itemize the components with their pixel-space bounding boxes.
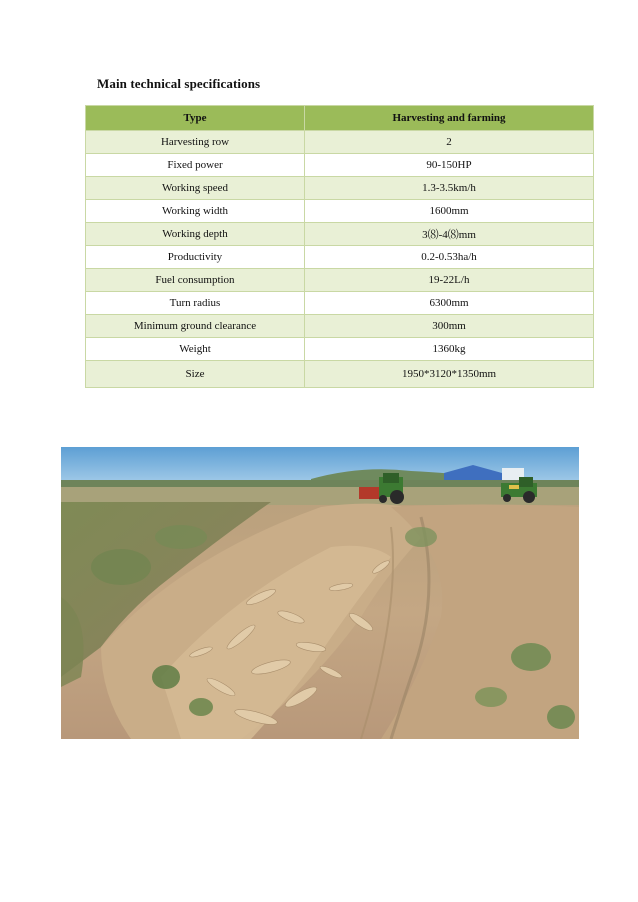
specifications-table <box>85 105 594 388</box>
row-value: 90-150HP <box>305 154 594 177</box>
table-row <box>86 131 594 154</box>
row-value: 0.2-0.53ha/h <box>305 246 594 269</box>
row-label: Weight <box>86 338 305 361</box>
row-label: Fuel consumption <box>86 269 305 292</box>
row-value: 1.3-3.5km/h <box>305 177 594 200</box>
table-row <box>86 361 594 388</box>
table-row <box>86 315 594 338</box>
row-value: 1360kg <box>305 338 594 361</box>
header-type: Type <box>86 106 305 131</box>
table-row <box>86 223 594 246</box>
row-label: Minimum ground clearance <box>86 315 305 338</box>
row-label: Fixed power <box>86 154 305 177</box>
table-row <box>86 338 594 361</box>
row-value: 300mm <box>305 315 594 338</box>
row-value: 6300mm <box>305 292 594 315</box>
header-harvesting-and-farming: Harvesting and farming <box>305 106 594 131</box>
row-value: 1600mm <box>305 200 594 223</box>
row-label: Working speed <box>86 177 305 200</box>
row-label: Productivity <box>86 246 305 269</box>
row-label: Turn radius <box>86 292 305 315</box>
table-header-row <box>86 106 594 131</box>
table-row <box>86 269 594 292</box>
table-row <box>86 200 594 223</box>
field-harvest-illustration <box>61 447 579 739</box>
table-row <box>86 246 594 269</box>
field-harvest-photo <box>61 447 579 739</box>
row-value: 2 <box>305 131 594 154</box>
row-label: Working depth <box>86 223 305 246</box>
table-row <box>86 154 594 177</box>
row-label: Working width <box>86 200 305 223</box>
row-value: 3⑻-4⑻mm <box>305 223 594 246</box>
page-title: Main technical specifications <box>97 76 261 91</box>
table-row <box>86 292 594 315</box>
row-label: Size <box>86 361 305 388</box>
row-label: Harvesting row <box>86 131 305 154</box>
row-value: 19-22L/h <box>305 269 594 292</box>
row-value: 1950*3120*1350mm <box>305 361 594 388</box>
table-row <box>86 177 594 200</box>
